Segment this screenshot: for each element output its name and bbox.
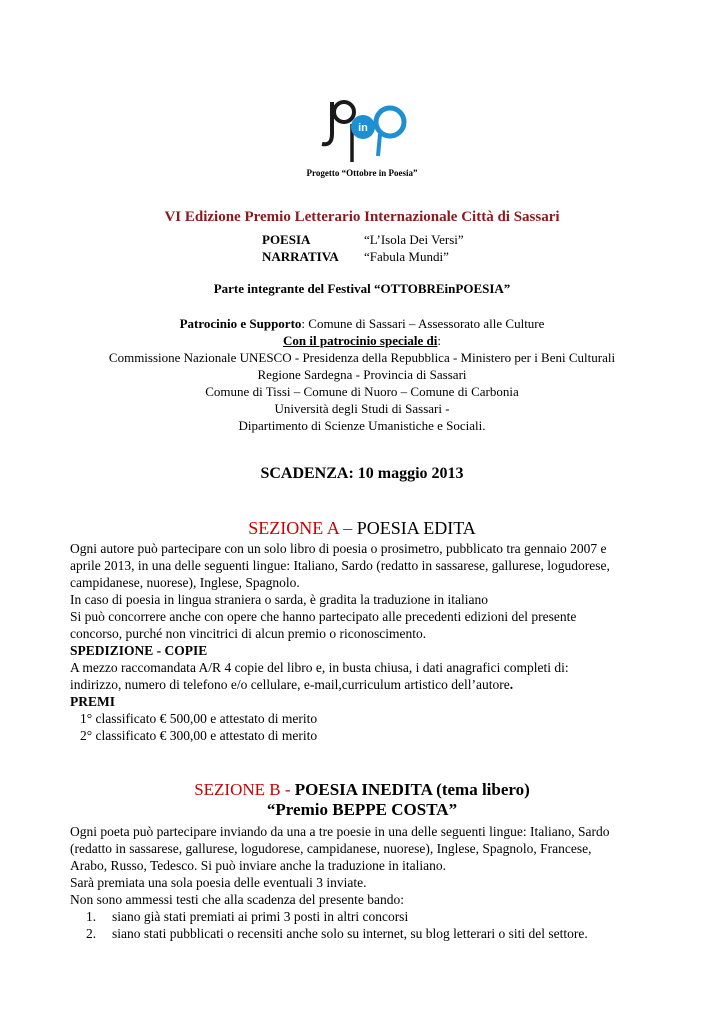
section-a-title: SEZIONE A – POESIA EDITA <box>248 518 476 538</box>
list-item <box>86 925 588 942</box>
patron-line: Comune di Tissi – Comune di Nuoro – Comune di Carbonia <box>205 384 519 399</box>
patronage-label: Patrocinio e Supporto <box>179 316 302 331</box>
category-row-poesia <box>262 232 522 248</box>
list-number: 2. <box>86 926 97 941</box>
patron-line: Dipartimento di Scienze Umanistiche e Sociali. <box>238 418 486 433</box>
special-patronage-label: Con il patrocinio speciale di <box>283 333 438 348</box>
category-label: POESIA <box>262 232 311 247</box>
patron-line: Commissione Nazionale UNESCO - Presidenza della Repubblica - Ministero per i Beni Culturali <box>108 350 616 365</box>
category-value: “Fabula Mundi” <box>364 249 449 264</box>
section-b-paragraph: Non sono ammessi testi che alla scadenza del presente bando: <box>70 892 405 907</box>
section-a-paragraph: concorso, purché non vincitrici di alcun premio o riconoscimento. <box>70 626 427 641</box>
section-b-paragraph: (redatto in sassarese, gallurese, logudorese, campidanese, nuorese), Inglese, Spagnolo, Francese, <box>70 841 592 856</box>
logo-graphic <box>292 94 432 166</box>
list-text: siano già stati premiati ai primi 3 posti in altri concorsi <box>112 909 409 924</box>
list-number: 1. <box>86 909 97 924</box>
logo-caption: Progetto “Ottobre in Poesia” <box>306 168 418 178</box>
prizes-heading: PREMI <box>70 694 115 709</box>
section-a-paragraph: aprile 2013, in una delle seguenti lingue: Italiano, Sardo (redatto in sassarese, gallurese, logudorese, <box>70 558 610 573</box>
list-text: siano stati pubblicati o recensiti anche solo su internet, su blog letterari o siti del settore. <box>112 926 588 941</box>
section-a-paragraph: Ogni autore può partecipare con un solo libro di poesia o prosimetro, pubblicato tra gennaio 2007 e <box>70 541 607 556</box>
section-a-paragraph: campidanese, nuorese), Inglese, Spagnolo. <box>70 575 300 590</box>
section-a-paragraph: Si può concorrere anche con opere che hanno partecipato alle precedenti edizioni del presente <box>70 609 577 624</box>
event-title: VI Edizione Premio Letterario Internazionale Città di Sassari <box>164 209 560 225</box>
section-b-paragraph: Ogni poeta può partecipare inviando da una a tre poesie in una delle seguenti lingue: Italiano, Sardo <box>70 824 610 839</box>
special-patronage-heading: Con il patrocinio speciale di: <box>283 333 441 348</box>
patronage-line <box>60 316 664 332</box>
category-value: “L’Isola Dei Versi” <box>364 232 464 247</box>
patronage-text: : Comune di Sassari – Assessorato alle Culture <box>301 316 545 331</box>
section-b-paragraph: Sarà premiata una sola poesia delle eventuali 3 inviate. <box>70 875 367 890</box>
patron-line: Università degli Studi di Sassari - <box>274 401 450 416</box>
deadline: SCADENZA: 10 maggio 2013 <box>260 465 464 482</box>
section-b-subtitle: “Premio BEPPE COSTA” <box>266 800 458 819</box>
prize-item: 1° classificato € 500,00 e attestato di merito <box>80 711 318 726</box>
logo <box>292 94 432 190</box>
logo-inner-text: in <box>358 122 368 134</box>
shipping-text: indirizzo, numero di telefono e/o cellulare, e-mail,curriculum artistico dell’autore. <box>70 677 514 692</box>
category-label: NARRATIVA <box>262 249 339 264</box>
section-b-title: SEZIONE B - POESIA INEDITA (tema libero) <box>194 780 530 799</box>
prize-item: 2° classificato € 300,00 e attestato di merito <box>80 728 318 743</box>
list-item <box>86 908 408 925</box>
section-b-paragraph: Arabo, Russo, Tedesco. Si può inviare anche la traduzione in italiano. <box>70 858 446 873</box>
section-a-paragraph: In caso di poesia in lingua straniera o sarda, è gradita la traduzione in italiano <box>70 592 488 607</box>
festival-line: Parte integrante del Festival “OTTOBREinPOESIA” <box>213 281 511 296</box>
category-row-narrativa <box>262 249 522 265</box>
patron-line: Regione Sardegna - Provincia di Sassari <box>257 367 467 382</box>
shipping-heading: SPEDIZIONE - COPIE <box>70 643 208 658</box>
shipping-text: A mezzo raccomandata A/R 4 copie del libro e, in busta chiusa, i dati anagrafici completi di: <box>70 660 569 675</box>
